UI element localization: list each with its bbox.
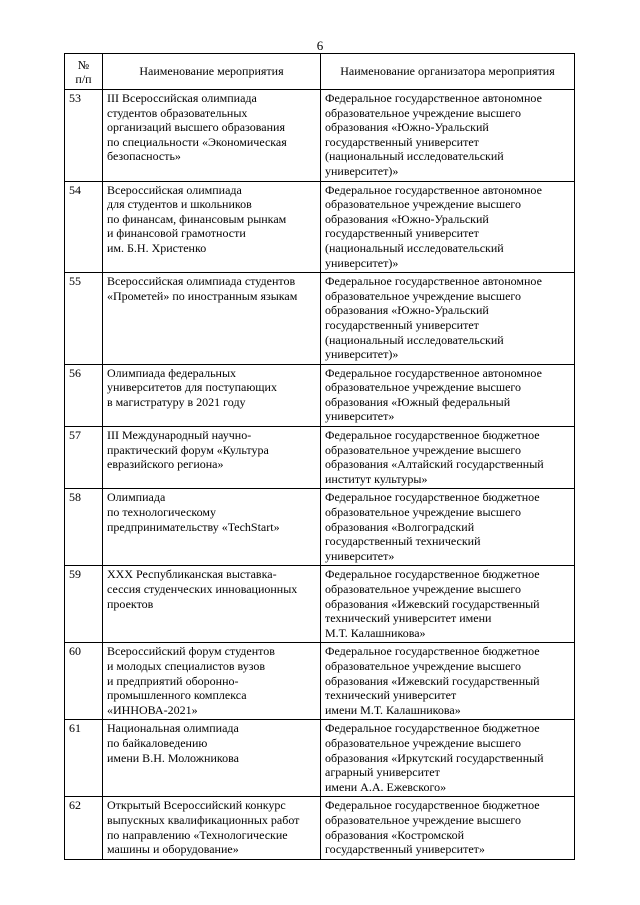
organizer-name: Федеральное государственное бюджетное образовательное учреждение высшего образования «Волгоградский государственный технический университет» — [321, 489, 575, 566]
event-name: III Международный научно- практический форум «Культура евразийского региона» — [103, 427, 321, 489]
organizer-name: Федеральное государственное автономное образовательное учреждение высшего образования «Южно-Уральский государственный университет (национальный исследовательский университет)» — [321, 181, 575, 273]
events-table — [64, 53, 575, 860]
event-name: Национальная олимпиада по байкаловедению имени В.Н. Моложникова — [103, 720, 321, 797]
organizer-name: Федеральное государственное бюджетное образовательное учреждение высшего образования «Ижевский государственный технический университет имени М.Т. Калашникова» — [321, 566, 575, 643]
organizer-name: Федеральное государственное бюджетное образовательное учреждение высшего образования «Ижевский государственный технический университет имени М.Т. Калашникова» — [321, 643, 575, 720]
table-row — [65, 364, 575, 426]
table-row — [65, 90, 575, 182]
row-number: 61 — [65, 720, 103, 797]
row-number: 57 — [65, 427, 103, 489]
row-number: 58 — [65, 489, 103, 566]
event-name: III Всероссийская олимпиада студентов образовательных организаций высшего образования по специальности «Экономическая безопасность» — [103, 90, 321, 182]
organizer-name: Федеральное государственное автономное образовательное учреждение высшего образования «Южный федеральный университет» — [321, 364, 575, 426]
table-row — [65, 273, 575, 365]
header-number: № п/п — [65, 54, 103, 90]
row-number: 55 — [65, 273, 103, 365]
event-name: Всероссийская олимпиада студентов «Прометей» по иностранным языкам — [103, 273, 321, 365]
table-row — [65, 489, 575, 566]
row-number: 62 — [65, 797, 103, 859]
event-name: Олимпиада по технологическому предпринимательству «TechStart» — [103, 489, 321, 566]
table-row — [65, 566, 575, 643]
organizer-name: Федеральное государственное бюджетное образовательное учреждение высшего образования «Костромской государственный университет» — [321, 797, 575, 859]
event-name: Всероссийская олимпиада для студентов и школьников по финансам, финансовым рынкам и финансовой грамотности им. Б.Н. Христенко — [103, 181, 321, 273]
row-number: 54 — [65, 181, 103, 273]
organizer-name: Федеральное государственное автономное образовательное учреждение высшего образования «Южно-Уральский государственный университет (национальный исследовательский университет)» — [321, 273, 575, 365]
table-row — [65, 797, 575, 859]
row-number: 59 — [65, 566, 103, 643]
organizer-name: Федеральное государственное бюджетное образовательное учреждение высшего образования «Алтайский государственный институт культуры» — [321, 427, 575, 489]
table-row — [65, 427, 575, 489]
event-name: XXX Республиканская выставка- сессия студенческих инновационных проектов — [103, 566, 321, 643]
event-name: Олимпиада федеральных университетов для поступающих в магистратуру в 2021 году — [103, 364, 321, 426]
row-number: 53 — [65, 90, 103, 182]
row-number: 60 — [65, 643, 103, 720]
organizer-name: Федеральное государственное автономное образовательное учреждение высшего образования «Южно-Уральский государственный университет (национальный исследовательский университет)» — [321, 90, 575, 182]
header-organizer-name: Наименование организатора мероприятия — [321, 54, 575, 90]
header-event-name: Наименование мероприятия — [103, 54, 321, 90]
event-name: Открытый Всероссийский конкурс выпускных квалификационных работ по направлению «Технологические машины и оборудование» — [103, 797, 321, 859]
table-row — [65, 181, 575, 273]
table-row — [65, 720, 575, 797]
row-number: 56 — [65, 364, 103, 426]
table-header-row — [65, 54, 575, 90]
event-name: Всероссийский форум студентов и молодых специалистов вузов и предприятий оборонно- промышленного комплекса «ИННОВА-2021» — [103, 643, 321, 720]
table-row — [65, 643, 575, 720]
organizer-name: Федеральное государственное бюджетное образовательное учреждение высшего образования «Иркутский государственный аграрный университет имени А.А. Ежевского» — [321, 720, 575, 797]
page-number: 6 — [316, 38, 324, 53]
